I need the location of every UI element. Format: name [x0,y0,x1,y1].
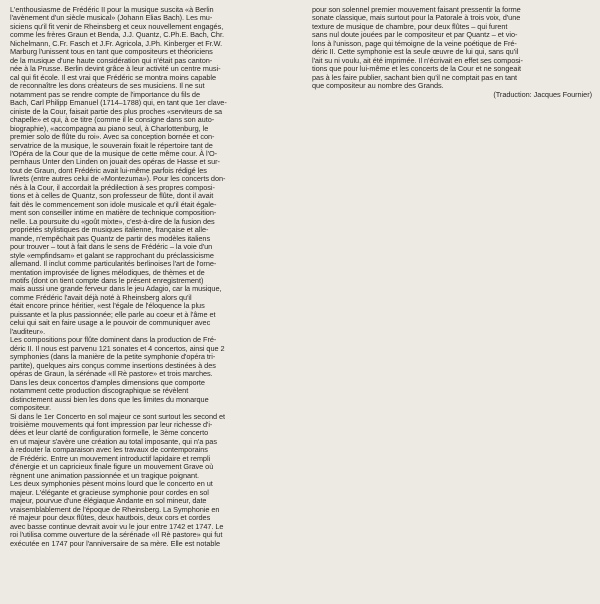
right-column-line: tions que pour lui-même et les concerts de la Cour et ne songeait [312,64,522,74]
right-column-line: que compositeur au nombre des Grands. [312,81,444,91]
left-column-line: partite), quelques airs conçus comme insertions destinées à des [10,360,216,370]
left-column-line: règnent une animation passionnée et un tragique poignant. [10,470,200,480]
left-column-line: distinctement aussi bien les dons que les limites du monarque [10,394,209,404]
left-column-line: symphonies (dans la manière de la petite symphonie d'opéra tri- [10,352,216,362]
left-column-line: comme Frédéric l'avait déjà noté à Rheinsberg alors qu'il [10,292,192,302]
right-column-line: lons à l'unisson, page qui témoigne de la veine poétique de Fré- [312,38,517,48]
right-column-line: sans nul doute jouées par le compositeur et par Quantz – et vio- [312,30,518,40]
left-column-line: chapelle» et qui, à ce titre (comme il le consigne dans son auto- [10,115,215,125]
left-column-line: d'énergie et un capricieux finale figure un mouvement Grave où [10,462,214,472]
left-column-line: ré majeur pour deux flûtes, deux hautbois, deux cors et cordes [10,513,211,523]
left-column-line: livrets (entre autres celui de «Montezuma»). Pour les concerts don- [10,174,226,184]
left-column-line: tout de Graun, dont Frédéric avait lui-même parfois rédigé les [10,165,207,175]
left-column-line: roi l'utilisa comme ouverture de la sérénade «Il Rè pastore» qui fut [10,530,223,540]
left-column-line: troisième mouvements qui font impression par leur richesse d'i- [10,419,213,429]
left-column-line: siciens qu'il fit venir de Rheinsberg et ceux nouvellement engagés, [10,21,224,31]
right-column-line: sonate classique, mais surtout pour la Patorale à trois voix, d'une [312,13,521,23]
left-column-line: Marburg l'unissent tous en tant que compositeurs et théoriciens [10,47,213,57]
right-column-line: pour son solennel premier mouvement faisant pressentir la forme [312,5,521,14]
left-column-line: l'auditeur». [10,326,46,336]
right-column-line: pas à les faire publier, sachant bien qu'il ne comptait pas en tant [312,72,518,82]
left-column-line: pour trouver – tout à fait dans le sens de Frédéric – la voie d'un [10,242,213,252]
left-column-line: fait dès le commencement son idole musicale et qu'il était égale- [10,199,217,209]
left-column-line: tions et à celles de Quantz, son professeur de flûte, dont il avait [10,191,214,201]
translation-credit: (Traduction: Jacques Fournier) [493,89,592,99]
left-column-line: à redouter la comparaison avec les travaux de contemporains [10,445,208,455]
left-column-line: propriétés stylistiques de musiques italienne, française et alle- [10,225,209,235]
left-column-line: majeur, pourvue d'une élégiaque Andante en sol mineur, date [10,496,207,506]
right-column-line: texture de musique de chambre, pour deux flûtes – qui furent [312,21,508,31]
left-column-line: notamment pas se rendre compte de l'importance du fils de [10,89,200,99]
right-column-line: l'ait su ni voulu, ait été imprimée. Il n'écrivait en effet ses composi- [312,55,523,65]
left-column-line: avec basse continue devrait avoir vu le jour entre 1742 et 1747. Le [10,521,224,531]
left-column-line: Bach, Carl Philipp Emanuel (1714–1788) qui, en tant que 1er clave- [10,98,227,108]
left-column-line: compositeur. [10,403,52,413]
left-column-line: mais aussi une grande ferveur dans le jeu Adagio, car la musique, [10,284,222,294]
left-column-line: vraisemblablement de l'époque de Rheinsberg. La Symphonie en [10,504,220,514]
left-column-line: nés à la Cour, il accordait la prédilection à ses propres composi- [10,182,215,192]
left-column-line: servatrice de la musique, le souverain fixait le répertoire tant de [10,140,213,150]
left-column-line: mentation improvisée de lignes mélodiques, de thèmes et de [10,267,205,277]
left-column-line: Nichelmann, C.Fr. Fasch et J.Fr. Agricola, J.Ph. Kinberger et Fr.W. [10,38,223,48]
left-column-line: Les deux symphonies pèsent moins lourd que le concerto en ut [10,479,213,489]
left-column-line: Dans les deux concertos d'amples dimensions que comporte [10,377,205,387]
left-column-line: en ut majeur s'avère une création au total imposante, qui n'a pas [10,436,217,446]
left-column-line: pernhaus Unter den Linden on jouait des opéras de Hasse et sur- [10,157,220,167]
left-column-line: l'avènement d'un siècle musical» (Johann Elias Bach). Les mu- [10,13,213,23]
left-column-line: de Frédéric. Entre un mouvement introductif lapidaire et rempli [10,453,211,463]
left-column-line: style «empfindsam» et galant se rapprochant du préclassicisme [10,250,214,260]
left-column-line: motifs (dont on tient compte dans le présent enregistrement) [10,276,204,285]
left-column-line: Les compositions pour flûte dominent dans la production de Fré- [10,335,217,345]
left-column-line: biographie), «accompagna au piano seul, à Charlottenburg, le [10,123,209,133]
left-column-line: ment son conseiller intime en matière de technique composition- [10,208,217,218]
left-column-line: de reconnaître les dons créateurs de ses musiciens. Il ne sut [10,81,205,91]
left-column-line: allemand. Il inclut comme particularités berlinoises l'art de l'orne- [10,259,217,269]
left-column-line: puissante et la plus passionnée; elle parle au coeur et à l'âme et [10,309,216,319]
right-text-column [312,6,592,99]
left-column-line: comme les frères Graun et Benda, J.J. Quantz, C.Ph.E. Bach, Chr. [10,30,224,40]
left-text-column [10,6,296,548]
left-column-line: L'enthousiasme de Frédéric II pour la musique suscita «à Berlin [10,5,214,14]
left-column-line: nelle. La poursuite du «goût mixte», c'est-à-dire de la fusion des [10,216,215,226]
left-column-line: majeur. L'élégante et gracieuse symphonie pour cordes en sol [10,487,209,497]
left-column-line: était encore prince héritier, «est l'égale de l'éloquence la plus [10,301,205,311]
left-column-line: mande, n'empêchait pas Quantz de partir des modèles italiens [10,233,211,243]
left-column-line: ciniste de la Cour, faisait partie des plus proches «serviteurs de sa [10,106,223,116]
left-column-line: dées et leur clarté de configuration formelle, le 3ème concerto [10,428,209,438]
left-column-line: premier solo de flûte du roi». Avec sa conception bornée et con- [10,132,215,142]
left-column-line: Si dans le 1er Concerto en sol majeur ce sont surtout les second et [10,411,226,421]
right-column-line: déric II. Cette symphonie est la seule œuvre de lui qui, sans qu'il [312,47,519,57]
left-column-line: opéras de Graun, la sérénade «Il Rè pastore» et trois marches. [10,369,213,379]
left-column-line: née à la Prusse. Berlin devint grâce à leur activité un centre musi- [10,64,221,74]
left-column-line: déric II. Il nous est parvenu 121 sonates et 4 concertos, ainsi que 2 [10,343,225,353]
left-column-line: celui qui sait en faire usage a le pouvoir de communiquer avec [10,318,211,328]
left-column-line: de la musique d'une haute considération qui n'était pas canton- [10,55,213,65]
left-column-line: l'Opéra de la Cour que de la musique de cette même cour. À l'O- [10,148,218,158]
left-column-line: notamment cette production discographique se révèlent [10,386,189,396]
left-column-line: cal qui fit école. Il est vrai que Frédéric se montra moins capable [10,72,217,82]
left-column-line: exécutée en 1747 pour l'anniversaire de sa mère. Elle est notable [10,538,221,548]
